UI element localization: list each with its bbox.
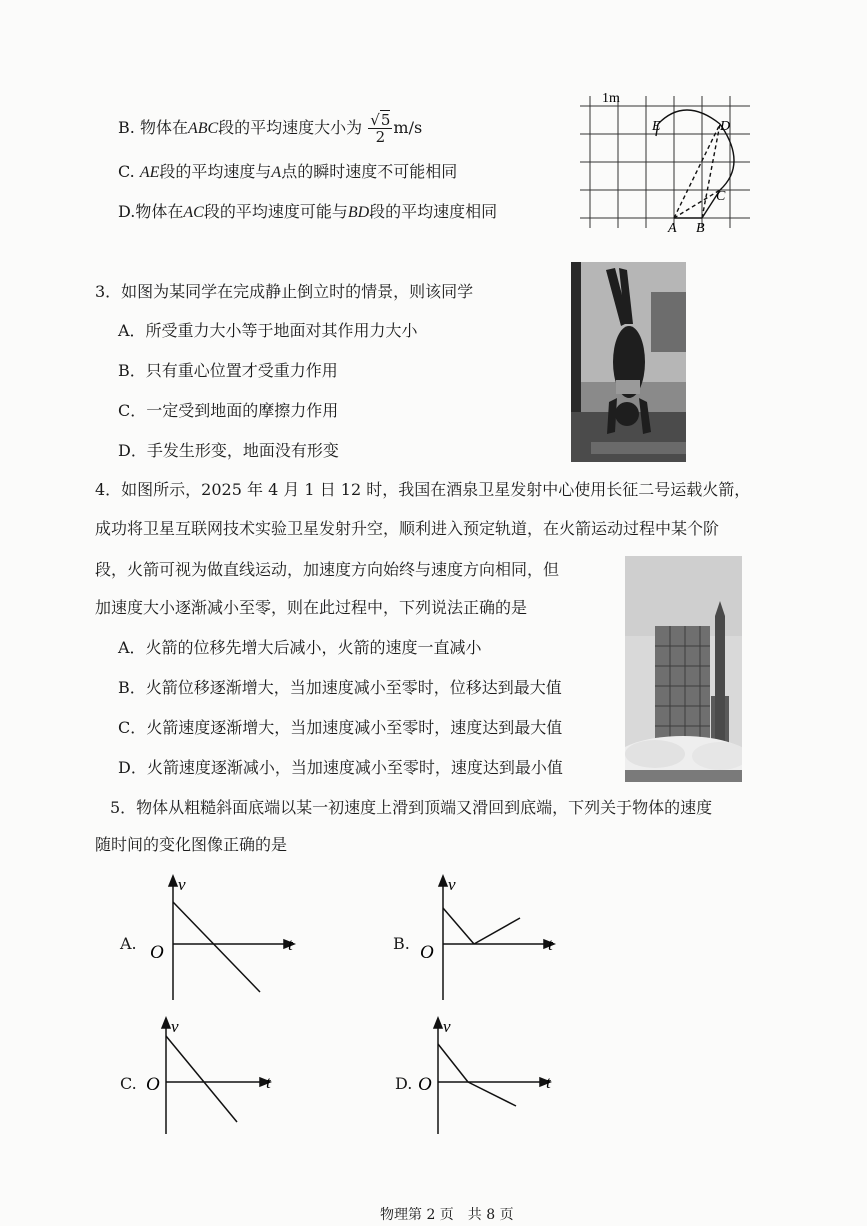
- q4-option-a: A．火箭的位移先增大后减小，火箭的速度一直减小: [118, 638, 482, 657]
- graph-c: [140, 1010, 300, 1140]
- fraction-numerator: √5: [370, 111, 391, 129]
- segment-label: AE: [139, 164, 160, 181]
- point-a-label: A: [668, 221, 677, 234]
- q4-option-b: B．火箭位移逐渐增大，当加速度减小至零时，位移达到最大值: [118, 678, 562, 697]
- point-e-label: E: [652, 119, 661, 134]
- origin-label: O: [418, 1074, 432, 1095]
- q2-option-b: [118, 112, 422, 145]
- origin-label: O: [146, 1074, 160, 1095]
- page-footer: 物理第 2 页 共 8 页: [380, 1207, 514, 1223]
- segment-label: ABC: [187, 120, 219, 137]
- q5-stem-line-1: 5．物体从粗糙斜面底端以某一初速度上滑到顶端又滑回到底端，下列关于物体的速度: [110, 798, 713, 817]
- t-axis-label: t: [288, 935, 293, 954]
- q4-option-d: D．火箭速度逐渐减小，当加速度减小至零时，速度达到最小值: [118, 758, 563, 777]
- rocket-launch-photo: [625, 556, 742, 782]
- option-letter: C.: [118, 162, 135, 181]
- origin-label: O: [420, 942, 434, 963]
- v-axis-label: v: [448, 875, 456, 894]
- option-text: 点的瞬时速度不可能相同: [281, 162, 458, 181]
- graph-a-label: A.: [120, 934, 137, 953]
- option-text: 段的平均速度相同: [369, 202, 498, 221]
- v-axis-label: v: [171, 1017, 179, 1036]
- q3-option-c: C．一定受到地面的摩擦力作用: [118, 401, 339, 420]
- q2-grid-figure: [570, 84, 755, 234]
- t-axis-label: t: [546, 1073, 551, 1092]
- q4-stem-line-3: 段，火箭可视为做直线运动，加速度方向始终与速度方向相同，但: [95, 560, 560, 579]
- origin-label: O: [150, 942, 164, 963]
- q3-stem: 3．如图为某同学在完成静止倒立时的情景，则该同学: [95, 282, 474, 301]
- point-c-label: C: [716, 189, 726, 204]
- option-text: 物体在: [135, 202, 184, 221]
- option-letter: D.: [118, 202, 136, 221]
- q3-option-d: D．手发生形变，地面没有形变: [118, 441, 339, 460]
- segment-label: AC: [183, 204, 204, 221]
- graph-c-label: C.: [120, 1074, 137, 1093]
- graph-b: [410, 868, 570, 1008]
- q4-stem-line-2: 成功将卫星互联网技术实验卫星发射升空，顺利进入预定轨道，在火箭运动过程中某个阶: [95, 519, 720, 538]
- graph-a: [140, 868, 300, 1008]
- scale-label: 1m: [602, 91, 620, 106]
- segment-label: BD: [347, 204, 370, 221]
- option-text: 段的平均速度与: [159, 162, 272, 181]
- q2-option-d: [118, 202, 497, 223]
- v-axis-label: v: [443, 1017, 451, 1036]
- point-d-label: D: [720, 119, 731, 134]
- point-label: A: [271, 164, 282, 181]
- unit: m/s: [393, 118, 423, 137]
- fraction-denominator: 2: [375, 128, 386, 146]
- q2-option-c: [118, 162, 457, 183]
- option-text: 段的平均速度可能与: [203, 202, 348, 221]
- q4-stem-line-4: 加速度大小逐渐减小至零，则在此过程中，下列说法正确的是: [95, 598, 528, 617]
- point-b-label: B: [696, 221, 705, 234]
- q4-stem-line-1: 4．如图所示，2025 年 4 月 1 日 12 时，我国在酒泉卫星发射中心使用长征二号运载火箭，: [95, 480, 751, 499]
- option-text: 物体在: [139, 118, 188, 137]
- v-axis-label: v: [178, 875, 186, 894]
- t-axis-label: t: [266, 1073, 271, 1092]
- option-letter: B.: [118, 118, 135, 137]
- graph-d-label: D.: [395, 1074, 413, 1093]
- t-axis-label: t: [548, 935, 553, 954]
- sqrt-value: 5: [380, 111, 391, 129]
- option-text: 段的平均速度大小为: [218, 118, 363, 137]
- graph-d: [412, 1010, 572, 1140]
- q4-option-c: C．火箭速度逐渐增大，当加速度减小至零时，速度达到最大值: [118, 718, 563, 737]
- q3-option-b: B．只有重心位置才受重力作用: [118, 361, 338, 380]
- graph-b-label: B.: [393, 934, 410, 953]
- handstand-photo: [571, 262, 686, 462]
- q5-stem-line-2: 随时间的变化图像正确的是: [95, 835, 288, 854]
- q3-option-a: A．所受重力大小等于地面对其作用力大小: [118, 321, 418, 340]
- fraction: [368, 112, 392, 145]
